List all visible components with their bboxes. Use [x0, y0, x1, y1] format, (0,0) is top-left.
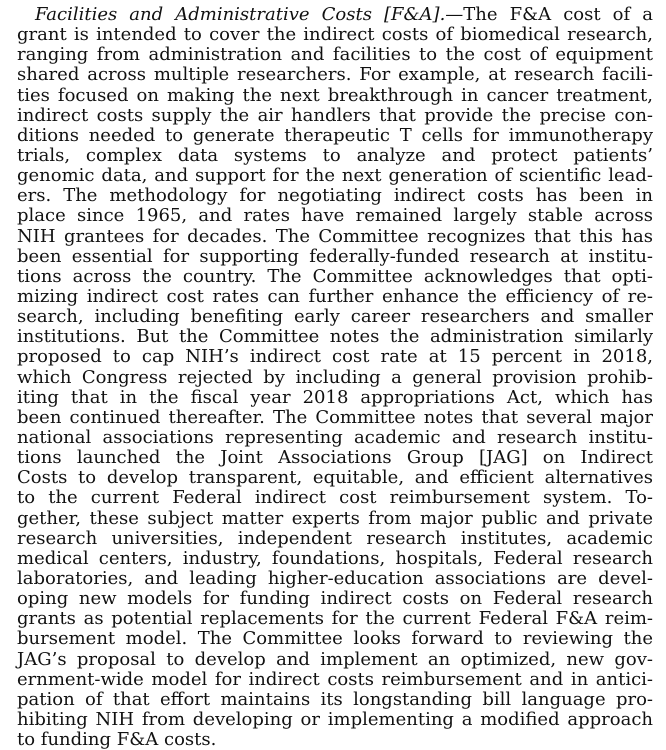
paragraph-line: —The F&A cost of a: [445, 4, 653, 25]
paragraph-line: ernment-wide model for indirect costs reimbursement and in antici-: [17, 668, 653, 690]
paragraph-line: indirect costs supply the air handlers that provide the precise con-: [17, 104, 653, 126]
paragraph-line: ranging from administration and facilities to the cost of equipment: [17, 44, 653, 66]
paragraph-line: ties focused on making the next breakthrough in cancer treatment,: [17, 84, 653, 106]
paragraph-line: been continued thereafter. The Committee notes that several major: [17, 406, 653, 428]
paragraph-line: search, including benefiting early career researchers and smaller: [17, 306, 653, 328]
paragraph-last-line: to funding F&A costs.: [17, 729, 217, 750]
paragraph-line: oping new models for funding indirect costs on Federal research: [17, 588, 653, 610]
paragraph-line: tions launched the Joint Associations Group [JAG] on Indirect: [17, 447, 653, 469]
paragraph-line: ditions needed to generate therapeutic T cells for immunotherapy: [17, 124, 653, 146]
paragraph-line: to the current Federal indirect cost reimbursement system. To-: [17, 487, 653, 509]
paragraph-line: laboratories, and leading higher-education associations are devel-: [17, 567, 653, 589]
paragraph-line: Costs to develop transparent, equitable, and efficient alternatives: [17, 467, 653, 489]
paragraph-line: shared across multiple researchers. For example, at research facili-: [17, 64, 653, 86]
paragraph-line: NIH grantees for decades. The Committee recognizes that this has: [17, 225, 653, 247]
paragraph-line: pation of that effort maintains its longstanding bill language pro-: [17, 688, 653, 710]
paragraph-line: place since 1965, and rates have remained largely stable across: [17, 205, 653, 227]
paragraph-line: been essential for supporting federally-funded research at institu-: [17, 245, 653, 267]
paragraph-line: trials, complex data systems to analyze and protect patients’: [17, 144, 653, 166]
paragraph-line: tions across the country. The Committee acknowledges that opti-: [17, 265, 653, 287]
paragraph-line: ers. The methodology for negotiating indirect costs has been in: [17, 185, 653, 207]
document-page: [17, 5, 653, 750]
paragraph-line: national associations representing academic and research institu-: [17, 426, 653, 448]
paragraph-line: medical centers, industry, foundations, hospitals, Federal research: [17, 547, 653, 569]
paragraph-line: grant is intended to cover the indirect costs of biomedical research,: [17, 24, 653, 46]
paragraph-line: research universities, independent research institutes, academic: [17, 527, 653, 549]
paragraph-line: genomic data, and support for the next generation of scientific lead-: [17, 165, 653, 187]
paragraph-line: mizing indirect cost rates can further enhance the efficiency of re-: [17, 285, 653, 307]
paragraph-line: bursement model. The Committee looks forward to reviewing the: [17, 628, 653, 650]
paragraph-line: grants as potential replacements for the current Federal F&A reim-: [17, 608, 653, 630]
paragraph-first-line: [17, 5, 653, 25]
paragraph-line: iting that in the fiscal year 2018 appropriations Act, which has: [17, 386, 653, 408]
paragraph-line: which Congress rejected by including a general provision prohib-: [17, 366, 653, 388]
section-heading: Facilities and Administrative Costs [F&A].: [35, 4, 446, 25]
paragraph-line: JAG’s proposal to develop and implement an optimized, new gov-: [17, 648, 653, 670]
paragraph-line: hibiting NIH from developing or implementing a modified approach: [17, 708, 653, 730]
paragraph-line: proposed to cap NIH’s indirect cost rate at 15 percent in 2018,: [17, 346, 653, 368]
paragraph-line: gether, these subject matter experts from major public and private: [17, 507, 653, 529]
paragraph-line: institutions. But the Committee notes the administration similarly: [17, 326, 653, 348]
